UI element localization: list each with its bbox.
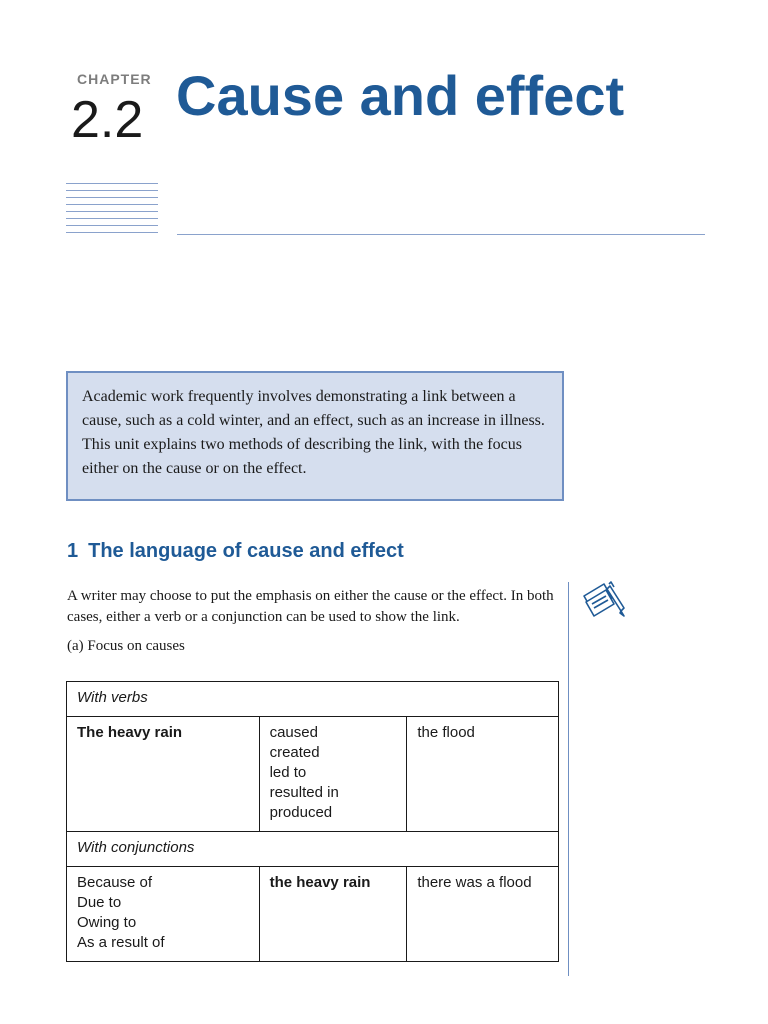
body-paragraph: A writer may choose to put the emphasis on either the cause or the effect. In both cases, either a verb or a conjunction can be used to show the link. (67, 588, 554, 625)
table-row (67, 867, 559, 962)
table-section-row (67, 682, 559, 717)
chapter-number: 2.2 (71, 91, 144, 149)
chapter-label: CHAPTER (77, 71, 152, 87)
intro-box (66, 371, 564, 501)
table-section-row (67, 832, 559, 867)
intro-text: Academic work frequently involves demonstrating a link between a cause, such as a cold winter, and an effect, such as an increase in illness. This unit explains two methods of describing the link, with the focus either on the cause or on the effect. (82, 388, 545, 477)
section-heading (67, 540, 404, 563)
verbs-list-cell (259, 717, 407, 832)
verb-item: created (269, 744, 320, 761)
conjunction-item: Because of (77, 874, 153, 891)
conjunction-item: Owing to (77, 914, 137, 931)
verbs-cause-cell: The heavy rain (67, 717, 260, 832)
margin-rule (568, 582, 569, 976)
verb-item: led to (269, 764, 307, 781)
conjunctions-cause-cell: the heavy rain (259, 867, 407, 962)
verb-item: produced (269, 804, 333, 821)
verb-item: caused (269, 724, 318, 741)
cause-table (66, 681, 559, 962)
table-row (67, 717, 559, 832)
verbs-header: With verbs (67, 682, 559, 717)
conjunction-item: Due to (77, 894, 122, 911)
notes-pencil-icon (580, 578, 628, 620)
chapter-title: Cause and effect (176, 64, 625, 127)
conjunctions-header: With conjunctions (67, 832, 559, 867)
conjunction-item: As a result of (77, 934, 165, 951)
verb-item: resulted in (269, 784, 339, 801)
verbs-effect-cell: the flood (407, 717, 559, 832)
decorative-rules (66, 183, 158, 237)
conjunctions-list-cell (67, 867, 260, 962)
conjunctions-effect-cell: there was a flood (407, 867, 559, 962)
title-divider (177, 234, 705, 235)
section-number: 1 (67, 540, 79, 562)
sub-label: (a) Focus on causes (67, 638, 185, 654)
section-title: The language of cause and effect (88, 540, 404, 562)
